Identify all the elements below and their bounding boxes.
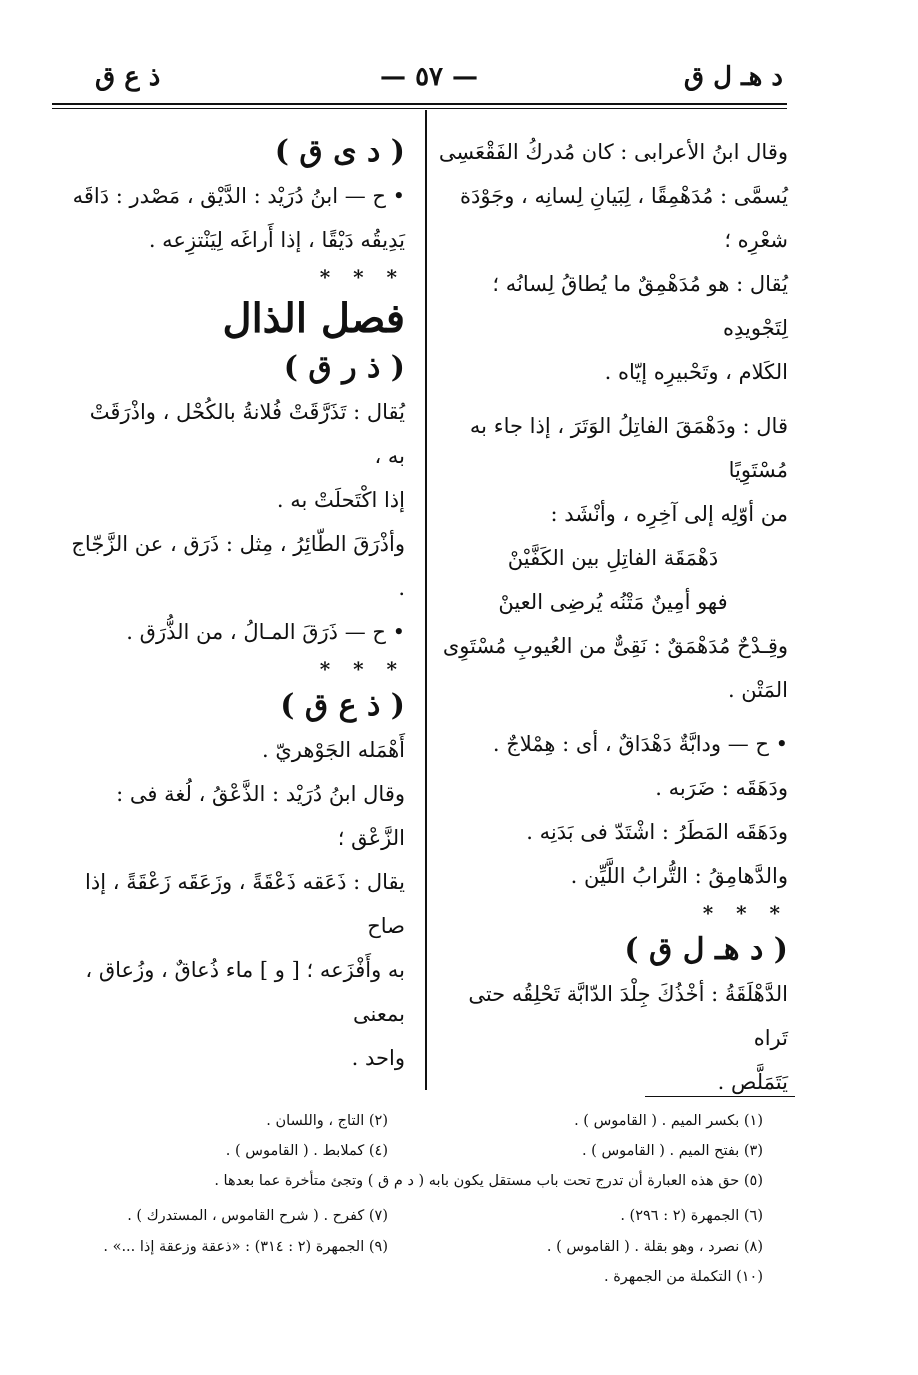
footnote: (١٠) التكملة من الجمهرة .: [603, 1269, 763, 1285]
text-line: • ح — ابنُ دُرَيْد : الدَّيْق ، مَصْدر : دَاقَه: [72, 184, 405, 208]
header-left-keyword: ذ ع ق: [95, 62, 161, 92]
section-title: ( ذ ع ق ): [280, 688, 405, 723]
verse-line: دَهْمَقَة الفاتِلِ بين الكَفَّيْنْ: [507, 546, 719, 570]
section-separator: * * *: [319, 265, 405, 289]
header-right-keyword: د هـ ل ق: [683, 62, 783, 92]
text-line: وقال ابنُ دُرَيْد : الذَّعْقُ ، لُغة فى : الزَّعْق ؛: [116, 782, 405, 850]
text-line: قال : ودَهْمَقَ الفاتِلُ الوَتَرَ ، إذا جاء به مُسْتَوِيًا: [469, 414, 788, 482]
section-title: ( د هـ ل ق ): [624, 932, 788, 967]
footnote: (٣) بفتح الميم . ( القاموس ) .: [581, 1143, 763, 1159]
left-column: [70, 130, 405, 1080]
text-line: إذا اكْتَحلَتْ به .: [276, 488, 405, 512]
footnote: (١) بكسر الميم . ( القاموس ) .: [574, 1113, 763, 1129]
text-line: • ح — ودابَّةٌ دَهْدَاقٌ ، أى : هِمْلاجٌ .: [492, 732, 788, 756]
footnote: (٨) نصرد ، وهو بقلة . ( القاموس ) .: [546, 1239, 763, 1255]
text-line: الكَلام ، وتَحْبيرِه إيّاه .: [604, 360, 788, 384]
section-separator: * * *: [702, 901, 788, 925]
text-line: به وأَفْزَعه ؛ [ و ] ماء ذُعاقٌ ، وزُعاق ، بمعنى: [85, 958, 405, 1026]
footnote: (٢) التاج ، واللسان .: [266, 1113, 388, 1129]
chapter-title: فصل الذال: [222, 295, 405, 342]
text-line: يُسمَّى : مُدَهْمِقًا ، لِبَيانِ لِسانِه ، وجَوْدَة شعْرِه ؛: [460, 184, 788, 252]
footnote: (٦) الجمهرة (٢ : ٢٩٦) .: [620, 1208, 763, 1224]
page-number: — ٥٧ —: [380, 62, 479, 92]
text-line: من أوّلِه إلى آخِرِه ، وأنْشَد :: [550, 502, 788, 526]
text-line: يقال : ذَعَقه ذَعْقَةً ، وزَعَقَه زَعْقَةً ، إذا صاح: [85, 870, 405, 938]
text-line: يَدِيقُه دَيْقًا ، إذا أَراغَه لِيَنْتزِعه .: [148, 228, 405, 252]
text-line: المَتْن .: [727, 678, 788, 702]
footnote-rule: [645, 1096, 795, 1097]
text-line: والدَّهامِقُ : التُّرابُ اللَّيِّن .: [570, 864, 788, 888]
text-line: ودَهَقَه : ضَرَبه .: [655, 776, 788, 800]
text-line: وقِـدْحٌ مُدَهْمَقٌ : نَقِىٌّ من العُيوبِ مُسْتَوِى: [442, 634, 788, 658]
header-rule: [52, 103, 787, 105]
text-line: واحد .: [351, 1046, 405, 1070]
section-title: ( ذ ر ق ): [283, 350, 405, 385]
header-rule-thin: [52, 108, 787, 109]
section-separator: * * *: [319, 657, 405, 681]
text-line: أَهْمَله الجَوْهريّ .: [261, 738, 405, 762]
footnote: (٧) كفرح . ( شرح القاموس ، المستدرك ) .: [127, 1208, 388, 1224]
footnote: (٤) كملابط . ( القاموس ) .: [225, 1143, 388, 1159]
text-line: وقال ابنُ الأعرابى : كان مُدركُ الفَقْعَسِى: [438, 140, 788, 164]
text-line: يَتَمَلَّص .: [717, 1070, 788, 1094]
verse-line: فهو أمِينٌ مَتْنُه يُرضِى العينْ: [498, 590, 728, 614]
text-line: ودَهَقَه المَطَرُ : اشْتَدّ فى بَدَنِه .: [526, 820, 788, 844]
footnote: (٥) حق هذه العبارة أن تدرج تحت باب مستقل يكون بابه ( د م ق ) وتجئ متأخرة عما بعدها .: [214, 1173, 763, 1189]
text-line: يُقال : هو مُدَهْمِقٌ ما يُطاقُ لِسانُه ؛ لِتَجْويدِه: [492, 272, 788, 340]
column-divider: [425, 110, 427, 1090]
text-line: يُقال : تَذَرَّقَتْ فُلانةُ بالكُحْل ، واذْرَقَتْ به ،: [89, 400, 405, 468]
text-line: الدَّهْلَقَةُ : أخْذُكَ جِلْدَ الدّابَّة تَحْلِقُه حتى تَراه: [468, 982, 788, 1050]
section-title: ( د ى ق ): [274, 134, 405, 169]
right-column: [438, 130, 788, 1104]
footnote: (٩) الجمهرة (٢ : ٣١٤) : «ذعقة وزعقة إذا ...» .: [103, 1239, 388, 1255]
text-line: وأذْرَقَ الطّائِرُ ، مِثل : ذَرَق ، عن الزَّجّاج .: [71, 532, 405, 600]
text-line: • ح — ذَرَقَ المـالُ ، من الذُّرَق .: [126, 620, 405, 644]
